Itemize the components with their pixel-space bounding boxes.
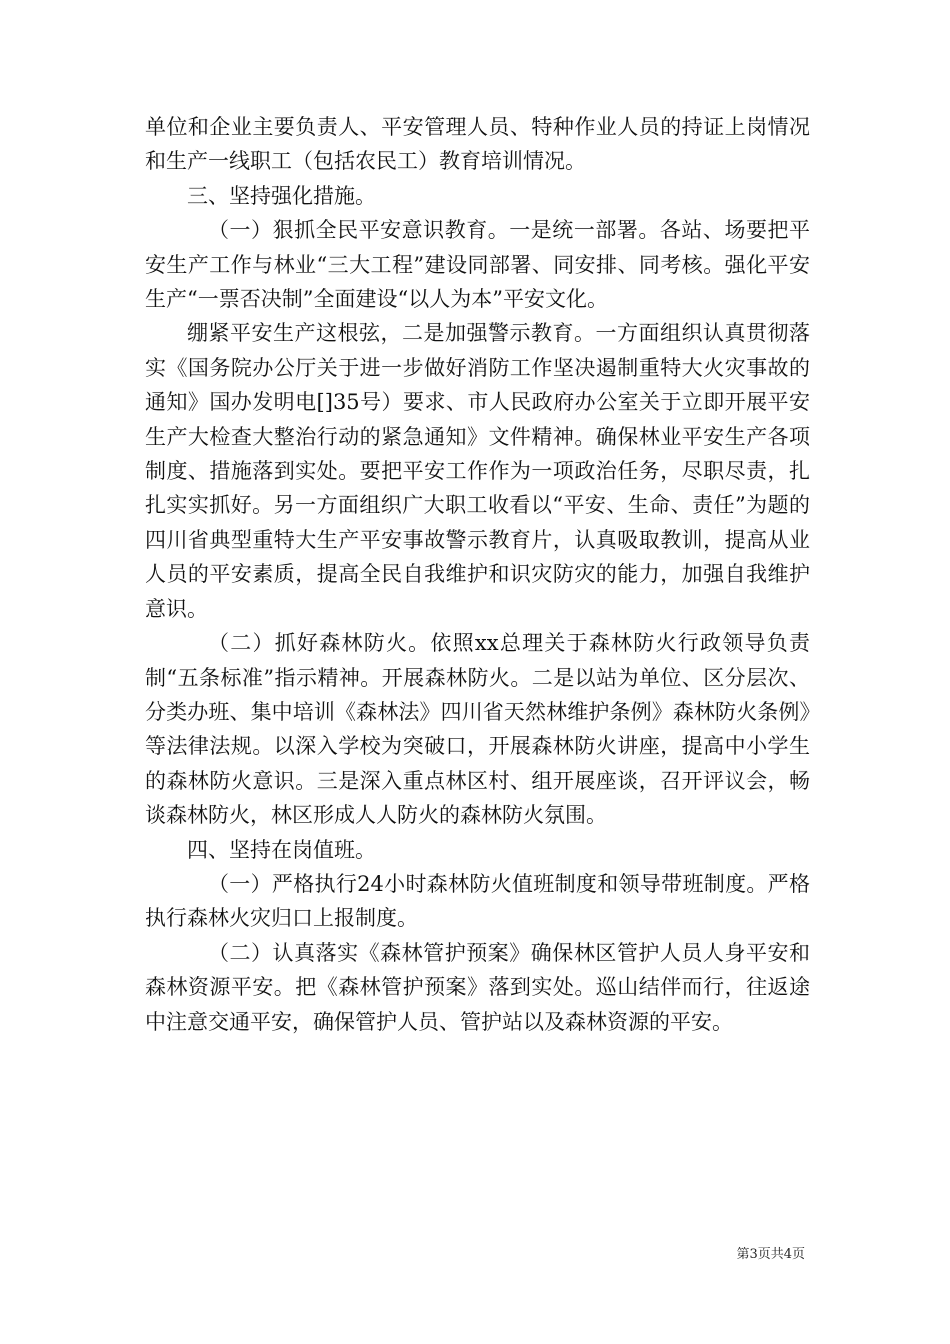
paragraph-3-2: （二）抓好森林防火。依照xx总理关于森林防火行政领导负责制“五条标准”指示精神。开展森林防火。二是以站为单位、区分层次、分类办班、集中培训《森林法》四川省天然林维护条例》森林防火条例》等法律法规。以深入学校为突破口，开展森林防火讲座，提高中小学生的森林防火意识。三是深入重点林区村、组开展座谈，召开评议会，畅谈森林防火，林区形成人人防火的森林防火氛围。 xyxy=(145,631,810,828)
paragraph-4-2: （二）认真落实《森林管护预案》确保林区管护人员人身平安和森林资源平安。把《森林管护预案》落到实处。巡山结伴而行，往返途中注意交通平安，确保管护人员、管护站以及森林资源的平安。 xyxy=(145,940,810,1034)
paragraph-3-1: （一）狠抓全民平安意识教育。一是统一部署。各站、场要把平安生产工作与林业“三大工程”建设同部署、同安排、同考核。强化平安生产“一票否决制”全面建设“以人为本”平安文化。 xyxy=(145,218,810,312)
section-heading-4: 四、坚持在岗值班。 xyxy=(187,837,376,862)
document-body xyxy=(145,110,810,1039)
paragraph-4-1: （一）严格执行24小时森林防火值班制度和领导带班制度。严格执行森林火灾归口上报制度。 xyxy=(145,871,810,931)
paragraph-warning-education: 绷紧平安生产这根弦，二是加强警示教育。一方面组织认真贯彻落实《国务院办公厅关于进一步做好消防工作坚决遏制重特大火灾事故的通知》国办发明电[]35号）要求、市人民政府办公室关于立即开展平安生产大检查大整治行动的紧急通知》文件精神。确保林业平安生产各项制度、措施落到实处。要把平安工作作为一项政治任务，尽职尽责，扎扎实实抓好。另一方面组织广大职工收看以“平安、生命、责任”为题的四川省典型重特大生产平安事故警示教育片，认真吸取教训，提高从业人员的平安素质，提高全民自我维护和识灾防灾的能力，加强自我维护意识。 xyxy=(145,321,810,621)
paragraph-continuation: 单位和企业主要负责人、平安管理人员、特种作业人员的持证上岗情况和生产一线职工（包括农民工）教育培训情况。 xyxy=(145,115,810,174)
section-heading-3: 三、坚持强化措施。 xyxy=(187,183,376,208)
page-number: 第3页共4页 xyxy=(736,1247,805,1262)
